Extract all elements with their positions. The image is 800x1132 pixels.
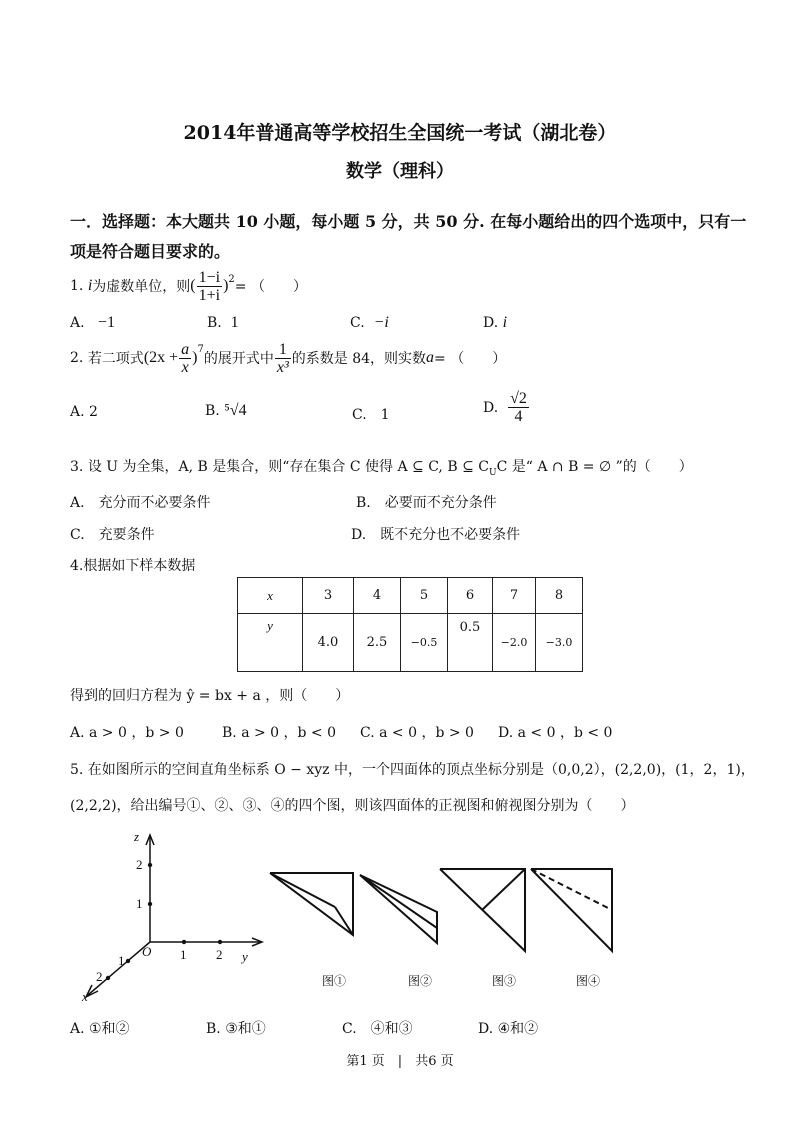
section-heading-line1: 一．选择题：本大题共 10 小题，每小题 5 分，共 50 分. 在每小题给出的四个选项中，只有一 (70, 212, 747, 231)
q4-option-c: C. a < 0 ，b > 0 (360, 725, 474, 741)
q2-option-b: B. ⁵√4 (205, 402, 247, 419)
q2-text-b: 的展开式中 (203, 351, 274, 367)
exam-subtitle: 数学（理科） (346, 161, 454, 182)
q2-text-a: 若二项式 (87, 351, 144, 367)
table-cell-x: 4 (354, 578, 401, 614)
q3-option-b: B. 必要而不充分条件 (356, 495, 497, 511)
table-cell-x: 8 (536, 578, 583, 614)
table-cell-x: 7 (493, 578, 536, 614)
question-1 (70, 266, 307, 306)
q2-var-a: a (426, 349, 435, 366)
q2-fraction2-num: 1 (275, 341, 291, 359)
q1-paren-left: ( (190, 277, 196, 294)
q1-number: 1. (70, 278, 84, 294)
question-4: 4.根据如下样本数据 (70, 558, 196, 574)
table-cell-y: 0.5 (448, 614, 493, 672)
table-cell-y: −0.5 (401, 614, 448, 672)
figure-2-label: 图② (408, 974, 433, 988)
q2-tail: = （ ） (434, 351, 507, 367)
label-z1: 1 (136, 896, 143, 911)
q1-fraction-den: 1+i (198, 286, 221, 304)
coordinate-axes (86, 835, 262, 997)
q1-paren-right: ) (223, 277, 229, 294)
question-3: 3. 设 U 为全集，A, B 是集合，则“存在集合 C 使得 A ⊆ C, B ⊆ $C_UC$ 是“ A ∩ B = ∅ ”的（ ） (70, 459, 693, 478)
q5-option-b: B. ③和① (206, 1021, 266, 1037)
q3-option-a: A. 充分而不必要条件 (70, 495, 211, 511)
q2-text-c: 的系数是 84，则实数 (291, 351, 427, 367)
q1-option-b: B. 1 (207, 314, 239, 331)
q5-option-d: D. ④和② (478, 1021, 539, 1037)
q3-option-d: D. 既不充分也不必要条件 (351, 527, 521, 543)
label-z: z (134, 829, 140, 844)
table-cell-x: 5 (401, 578, 448, 614)
figure-3 (440, 869, 525, 951)
page-footer: 第1 页 | 共6 页 (346, 1054, 454, 1069)
figure-2 (360, 875, 437, 943)
exam-title: 2014年普通高等学校招生全国统一考试（湖北卷） (183, 122, 617, 144)
figure-4 (531, 869, 612, 951)
q2-option-a: A. 2 (70, 404, 98, 420)
q1-option-c: C. −i (350, 314, 389, 331)
table-cell-x: 3 (303, 578, 354, 614)
question-5-line1: 5. 在如图所示的空间直角坐标系 O − xyz 中，一个四面体的顶点坐标分别是（0,0,2），(2,2,0)，(1，2，1)， (70, 762, 755, 778)
label-z2: 2 (136, 857, 143, 872)
q4-option-b: B. a > 0 ，b < 0 (222, 725, 337, 741)
label-x2: 2 (96, 969, 103, 984)
q2-fraction2-den: x³ (276, 358, 289, 376)
q2-fraction-den: x (181, 358, 189, 376)
q1-option-d: D. i (483, 314, 508, 331)
q1-tail: = （ ） (234, 279, 307, 295)
q4-regression: 得到的回归方程为 ŷ = bx + a ，则（ ） (70, 688, 350, 704)
table-cell-y: −2.0 (493, 614, 536, 672)
q2-exponent: 7 (197, 344, 204, 355)
figure-4-label: 图④ (576, 974, 601, 988)
q4-option-d: D. a < 0 ，b < 0 (498, 725, 613, 741)
q2-number: 2. (70, 350, 84, 366)
q5-figure (70, 825, 670, 1005)
q5-option-c: C. ④和③ (342, 1021, 413, 1037)
section-heading-line2: 项是符合题目要求的。 (70, 242, 231, 261)
figure-1-label: 图① (322, 974, 347, 988)
q2-option-d: D. $\frac{√2}{4}$ (483, 390, 527, 425)
q2-fraction (179, 341, 191, 376)
label-y2: 2 (216, 947, 223, 962)
label-origin: O (142, 944, 152, 959)
label-x1: 1 (118, 953, 125, 968)
sample-data-table (237, 577, 583, 672)
q4-option-a: A. a > 0 ，b > 0 (70, 725, 184, 741)
table-cell-y: −3.0 (536, 614, 583, 672)
table-cell-y: 2.5 (354, 614, 401, 672)
q1-exponent: 2 (228, 274, 235, 285)
table-header-y: y (238, 614, 303, 672)
q1-option-a: A. −1 (70, 314, 115, 331)
q1-fraction (197, 269, 222, 304)
figure-3-label: 图③ (492, 974, 517, 988)
q1-text: 为虚数单位，则 (92, 279, 191, 295)
label-x: x (82, 989, 88, 1004)
label-y: y (242, 949, 248, 964)
question-5-line2: (2,2,2)，给出编号①、②、③、④的四个图，则该四面体的正视图和俯视图分别为（ ） (70, 798, 635, 814)
q1-var-i: i (87, 277, 93, 294)
table-cell-x: 6 (448, 578, 493, 614)
table-cell-y: 4.0 (303, 614, 354, 672)
figure-1 (270, 873, 353, 935)
table-header-x: x (238, 578, 303, 614)
q2-fraction-num: a (181, 340, 190, 358)
q2-expr: (2x + (143, 349, 179, 366)
q3-option-c: C. 充要条件 (70, 527, 155, 543)
q1-fraction-num: 1−i (198, 268, 221, 286)
q5-option-a: A. ①和② (70, 1021, 130, 1037)
question-2: 2. 若二项式 (2x + $\frac{a}{x}$ ) $^7$ 的展开式中 $\frac{1}{\text{x³}}$ 的系数是 84，则实数 a = （ ） (70, 340, 507, 376)
label-y1: 1 (180, 947, 187, 962)
q2-fraction2 (275, 341, 291, 376)
q2-option-c: C. 1 (352, 407, 390, 423)
